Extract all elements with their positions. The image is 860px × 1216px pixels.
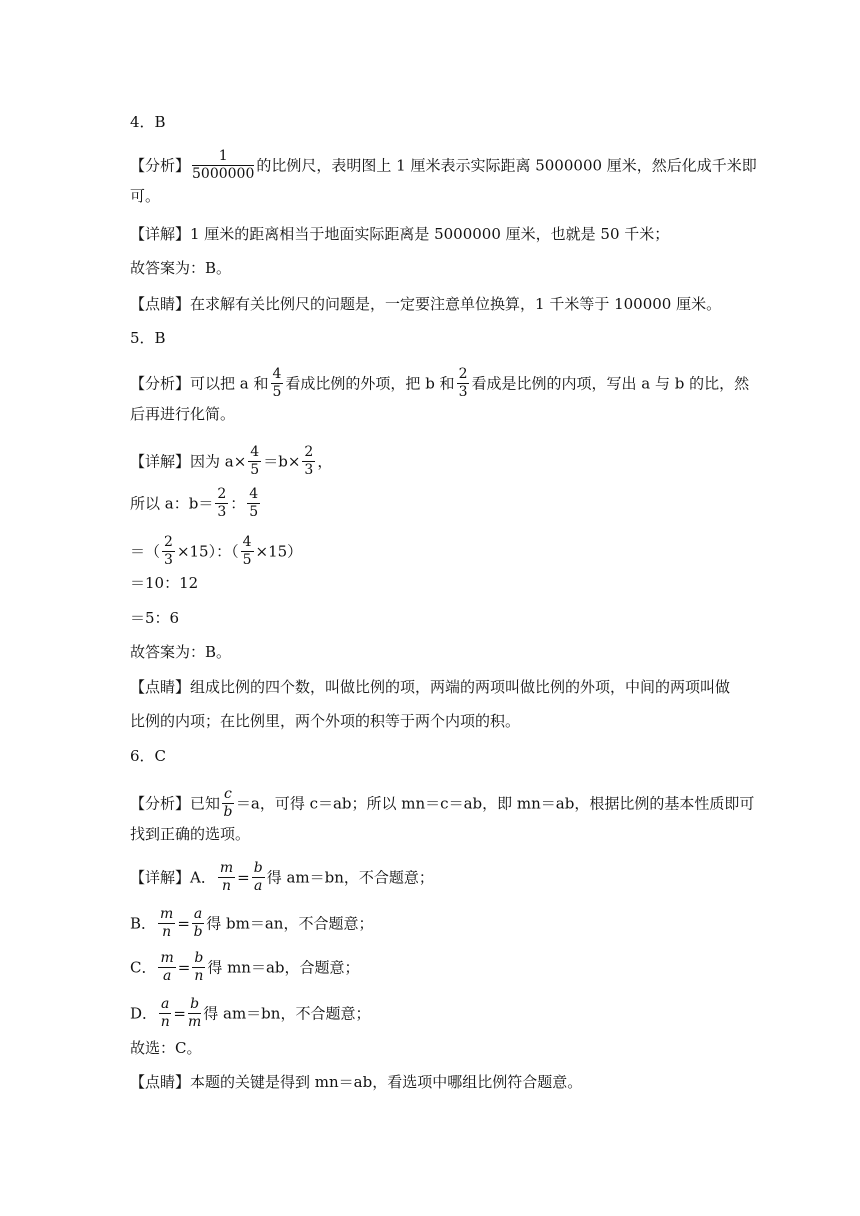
step-text: ×15）: [255, 542, 303, 561]
fraction-denominator: a: [254, 878, 263, 894]
fraction-numerator: b: [188, 996, 201, 1014]
equals-sign: =: [177, 958, 191, 977]
detail-tag: 【详解】: [130, 452, 191, 471]
q4-comment: 【点睛】在求解有关比例尺的问题是，一定要注意单位换算，1 千米等于 100000 厘米。: [130, 295, 722, 313]
option-label: C．: [130, 958, 157, 977]
q6-analysis-cont: 找到正确的选项。: [130, 825, 251, 843]
fraction-numerator: 4: [249, 486, 259, 502]
option-label: A．: [190, 868, 216, 887]
q6-option-b: [130, 906, 373, 941]
fraction-denominator: 5000000: [192, 166, 255, 182]
fraction-numerator: a: [161, 996, 170, 1012]
fraction-numerator: 2: [458, 366, 468, 382]
fraction-denominator: 3: [304, 462, 314, 478]
step-text: ×15）：（: [176, 542, 239, 561]
fraction-numerator: 2: [304, 444, 314, 460]
q6-comment: 【点睛】本题的关键是得到 mn＝ab，看选项中哪组比例符合题意。: [130, 1073, 583, 1091]
analysis-tag: 【分析】: [130, 156, 191, 175]
fraction-2-3: [457, 366, 470, 401]
fraction-denominator: m: [187, 1014, 202, 1030]
fraction-numerator: 4: [242, 534, 252, 550]
fraction-numerator: 1: [192, 148, 254, 166]
fraction-denominator: b: [193, 924, 203, 940]
fraction-denominator: n: [194, 968, 204, 984]
q5-number: 5．B: [130, 329, 166, 347]
fraction: [192, 906, 204, 941]
fraction-numerator: m: [219, 860, 234, 876]
fraction-denominator: 3: [217, 504, 227, 520]
q5-step2: [130, 534, 302, 569]
q5-comment: 【点睛】组成比例的四个数，叫做比例的项，两端的两项叫做比例的外项，中间的两项叫做: [130, 678, 731, 696]
equals-sign: =: [237, 868, 250, 887]
option-text: 得 am＝bn，不合题意；: [266, 868, 434, 887]
analysis-text: 的比例尺，表明图上 1 厘米表示实际距离 5000000 厘米，然后化成千米即: [256, 156, 757, 175]
fraction-denominator: n: [221, 878, 232, 894]
option-label: B．: [130, 914, 157, 933]
analysis-text: 可以把 a 和: [190, 374, 269, 393]
option-text: 得 bm＝an，不合题意；: [206, 914, 374, 933]
q5-answer: 故答案为：B。: [130, 643, 232, 661]
analysis-text: 看成比例的外项，把 b 和: [285, 374, 455, 393]
equals-sign: =: [173, 1004, 186, 1023]
analysis-tag: 【分析】: [130, 374, 191, 393]
option-text: 得 mn＝ab，合题意；: [207, 958, 360, 977]
q5-step1: [130, 486, 262, 521]
fraction: [158, 906, 175, 941]
detail-tag: 【详解】: [130, 868, 191, 887]
analysis-text: 看成是比例的内项，写出 a 与 b 的比，然: [471, 374, 750, 393]
fraction-numerator: c: [224, 786, 232, 802]
fraction-denominator: 5: [242, 552, 252, 568]
fraction-denominator: 5: [250, 462, 260, 478]
fraction-4-5: [247, 486, 260, 521]
fraction-denominator: 3: [458, 384, 468, 400]
step-text: 所以 a：b＝: [130, 494, 214, 513]
fraction-4-5: [248, 444, 261, 479]
fraction-numerator: 2: [217, 486, 227, 502]
q6-answer: 故选：C。: [130, 1039, 202, 1057]
fraction: [159, 996, 171, 1031]
q4-analysis-cont: 可。: [130, 187, 161, 205]
fraction-denominator: a: [162, 968, 172, 984]
q5-analysis-cont: 后再进行化简。: [130, 405, 236, 423]
fraction-numerator: m: [160, 906, 174, 922]
fraction-denominator: 5: [272, 384, 282, 400]
detail-text: ＝b×: [263, 452, 301, 471]
scale-fraction: [192, 148, 254, 183]
q5-step3: ＝10：12: [130, 574, 199, 592]
detail-text: 因为 a×: [190, 452, 247, 471]
fraction: [218, 860, 235, 895]
q6-option-d: [130, 996, 370, 1031]
q4-analysis: [130, 148, 757, 183]
q5-step4: ＝5：6: [130, 609, 180, 627]
detail-text: ，: [317, 452, 333, 471]
q6-number: 6．C: [130, 747, 167, 765]
fraction-denominator: 5: [249, 504, 259, 520]
analysis-tag: 【分析】: [130, 794, 191, 813]
fraction-denominator: 3: [164, 552, 173, 568]
fraction-numerator: b: [194, 950, 204, 966]
analysis-text: ＝a，可得 c＝ab；所以 mn＝c＝ab，即 mn＝ab，根据比例的基本性质即可: [235, 794, 755, 813]
fraction-denominator: n: [162, 924, 172, 940]
fraction-2-3: [162, 534, 175, 569]
fraction: [158, 950, 175, 985]
fraction-numerator: a: [193, 906, 203, 922]
fraction: [252, 860, 265, 895]
q6-option-a: [130, 860, 434, 895]
fraction-4-5: [271, 366, 284, 401]
fraction-c-b: [222, 786, 234, 821]
option-label: D．: [130, 1004, 158, 1023]
fraction-2-3: [215, 486, 228, 521]
fraction-numerator: m: [160, 950, 174, 966]
q4-number: 4．B: [130, 113, 166, 131]
step-text: ＝（: [130, 542, 161, 561]
q5-analysis: [130, 366, 749, 401]
q5-comment-cont: 比例的内项；在比例里，两个外项的积等于两个内项的积。: [130, 712, 521, 730]
q4-detail: 【详解】1 厘米的距离相当于地面实际距离是 5000000 厘米，也就是 50 千米；: [130, 225, 670, 243]
q4-answer: 故答案为：B。: [130, 259, 232, 277]
fraction-denominator: n: [160, 1014, 170, 1030]
fraction: [192, 950, 205, 985]
step-text: ：: [230, 494, 246, 513]
q6-option-c: [130, 950, 360, 985]
fraction-numerator: 2: [164, 534, 173, 550]
fraction-numerator: 4: [272, 366, 282, 382]
equals-sign: =: [177, 914, 190, 933]
fraction-denominator: b: [223, 804, 233, 820]
analysis-text: 已知: [190, 794, 221, 813]
q6-analysis: [130, 786, 754, 821]
fraction-numerator: 4: [250, 444, 260, 460]
q5-detail: [130, 444, 332, 479]
fraction-4-5: [241, 534, 254, 569]
fraction-2-3: [302, 444, 315, 479]
option-text: 得 am＝bn，不合题意；: [203, 1004, 371, 1023]
fraction-numerator: b: [253, 860, 263, 876]
fraction: [188, 996, 201, 1031]
